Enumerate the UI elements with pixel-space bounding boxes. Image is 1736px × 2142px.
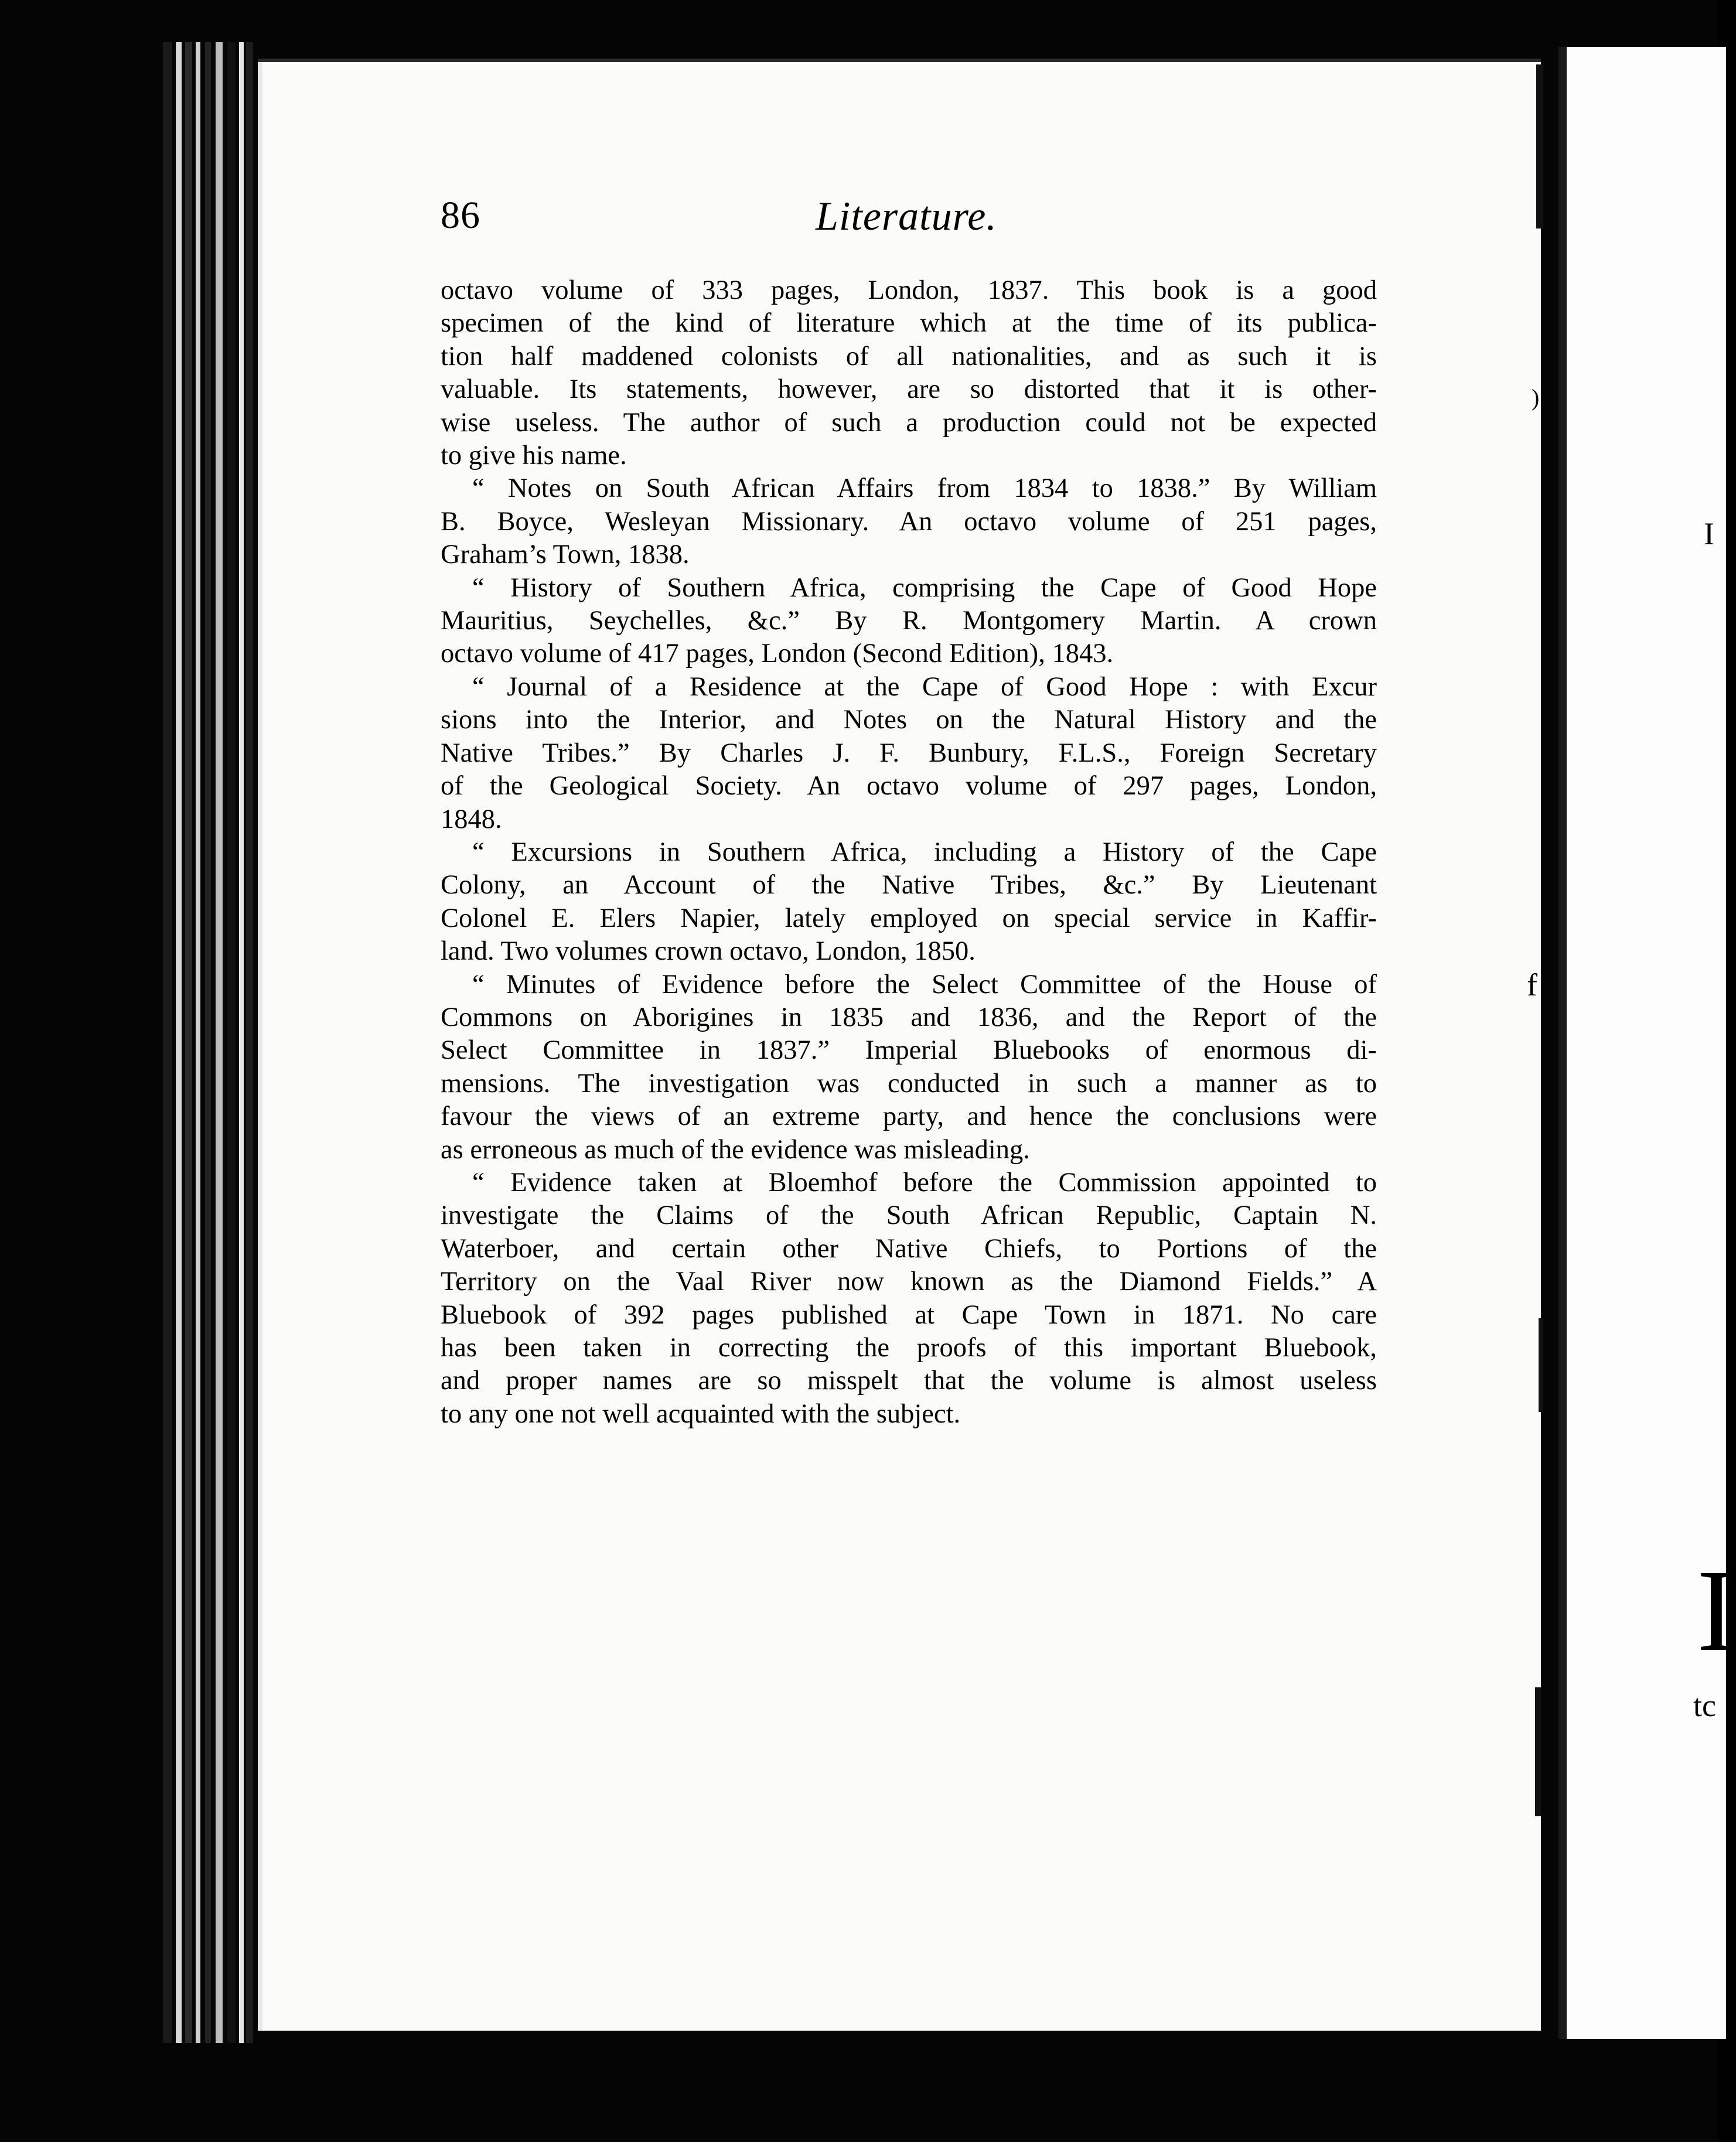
text-line: octavo volume of 333 pages, London, 1837. This book is a good — [441, 275, 1377, 305]
text-line: to any one not well acquainted with the subject. — [441, 1399, 961, 1429]
text-line: tion half maddened colonists of all nationalities, and as such it is — [441, 341, 1377, 371]
text-line: Bluebook of 392 pages published at Cape Town in 1871. No care — [441, 1299, 1377, 1330]
page-stack-edge — [239, 42, 244, 2043]
text-line: Colony, an Account of the Native Tribes, &c.” By Lieutenant — [441, 870, 1377, 901]
text-line: to give his name. — [441, 441, 627, 471]
text-line: 1848. — [441, 804, 502, 834]
text-line: valuable. Its statements, however, are so distorted that it is other- — [441, 374, 1377, 405]
text-line: and proper names are so misspelt that the volume is almost useless — [441, 1366, 1377, 1396]
text-line: sions into the Interior, and Notes on the Natural History and the — [441, 705, 1377, 735]
page-number: 86 — [441, 194, 480, 237]
page-stack-edge — [205, 42, 211, 2043]
page-stack-edge — [196, 42, 200, 2043]
text-line: “ History of Southern Africa, comprising the Cape of Good Hope — [472, 572, 1377, 603]
text-line: land. Two volumes crown octavo, London, 1850. — [441, 936, 976, 967]
text-line: investigate the Claims of the South African Republic, Captain N. — [441, 1200, 1377, 1231]
facing-page-fragment: I — [1697, 1546, 1736, 1676]
page-header — [441, 193, 1378, 246]
page-stack-edge — [227, 42, 236, 2043]
text-line: as erroneous as much of the evidence was misleading. — [441, 1134, 1030, 1165]
gutter-shadow — [1539, 1318, 1543, 1412]
text-line: of the Geological Society. An octavo volume of 297 pages, London, — [441, 771, 1377, 801]
page-stack-edge — [163, 42, 172, 2043]
text-line: wise useless. The author of such a production could not be expected — [441, 407, 1377, 438]
text-line: Mauritius, Seychelles, &c.” By R. Montgomery Martin. A crown — [441, 606, 1377, 636]
text-line: octavo volume of 417 pages, London (Second Edition), 1843. — [441, 639, 1114, 669]
gutter-fragment: f — [1527, 967, 1537, 1002]
text-line: Waterboer, and certain other Native Chiefs, to Portions of the — [441, 1233, 1377, 1264]
running-head: Literature. — [816, 194, 997, 239]
text-line: “ Excursions in Southern Africa, including a History of the Cape — [472, 837, 1377, 867]
text-line: Territory on the Vaal River now known as the Diamond Fields.” A — [441, 1267, 1377, 1297]
page-stack-edge — [185, 42, 192, 2043]
text-line: favour the views of an extreme party, and hence the conclusions were — [441, 1101, 1377, 1132]
facing-page-fragment: I — [1704, 516, 1714, 551]
page-stack-edge — [246, 42, 253, 2043]
text-line: has been taken in correcting the proofs of this important Bluebook, — [441, 1333, 1377, 1363]
text-line: “ Notes on South African Affairs from 1834 to 1838.” By William — [472, 473, 1377, 504]
text-line: “ Journal of a Residence at the Cape of Good Hope : with Excur — [472, 671, 1377, 702]
facing-page-fragment: tc — [1693, 1688, 1716, 1723]
page-stack-edge — [216, 42, 223, 2043]
body-text — [441, 274, 1377, 1431]
text-line: mensions. The investigation was conducted in such a manner as to — [441, 1068, 1377, 1099]
facing-page-edge — [1558, 47, 1726, 2039]
text-line: B. Boyce, Wesleyan Missionary. An octavo volume of 251 pages, — [441, 506, 1377, 537]
text-line: “ Minutes of Evidence before the Select Committee of the House of — [472, 969, 1377, 1000]
text-line: specimen of the kind of literature which at the time of its publica- — [441, 308, 1377, 339]
page-stack-edge — [176, 42, 182, 2043]
gutter-shadow — [1535, 1687, 1541, 1816]
text-line: Commons on Aborigines in 1835 and 1836, and the Report of the — [441, 1002, 1377, 1032]
text-line: Graham’s Town, 1838. — [441, 540, 690, 570]
text-line: Select Committee in 1837.” Imperial Bluebooks of enormous di- — [441, 1035, 1377, 1066]
text-line: Native Tribes.” By Charles J. F. Bunbury, F.L.S., Foreign Secretary — [441, 738, 1377, 768]
text-line: Colonel E. Elers Napier, lately employed on special service in Kaffir- — [441, 903, 1377, 933]
text-line: “ Evidence taken at Bloemhof before the Commission appointed to — [472, 1167, 1377, 1198]
gutter-fragment: ) — [1532, 384, 1540, 411]
gutter-shadow — [1536, 64, 1543, 228]
